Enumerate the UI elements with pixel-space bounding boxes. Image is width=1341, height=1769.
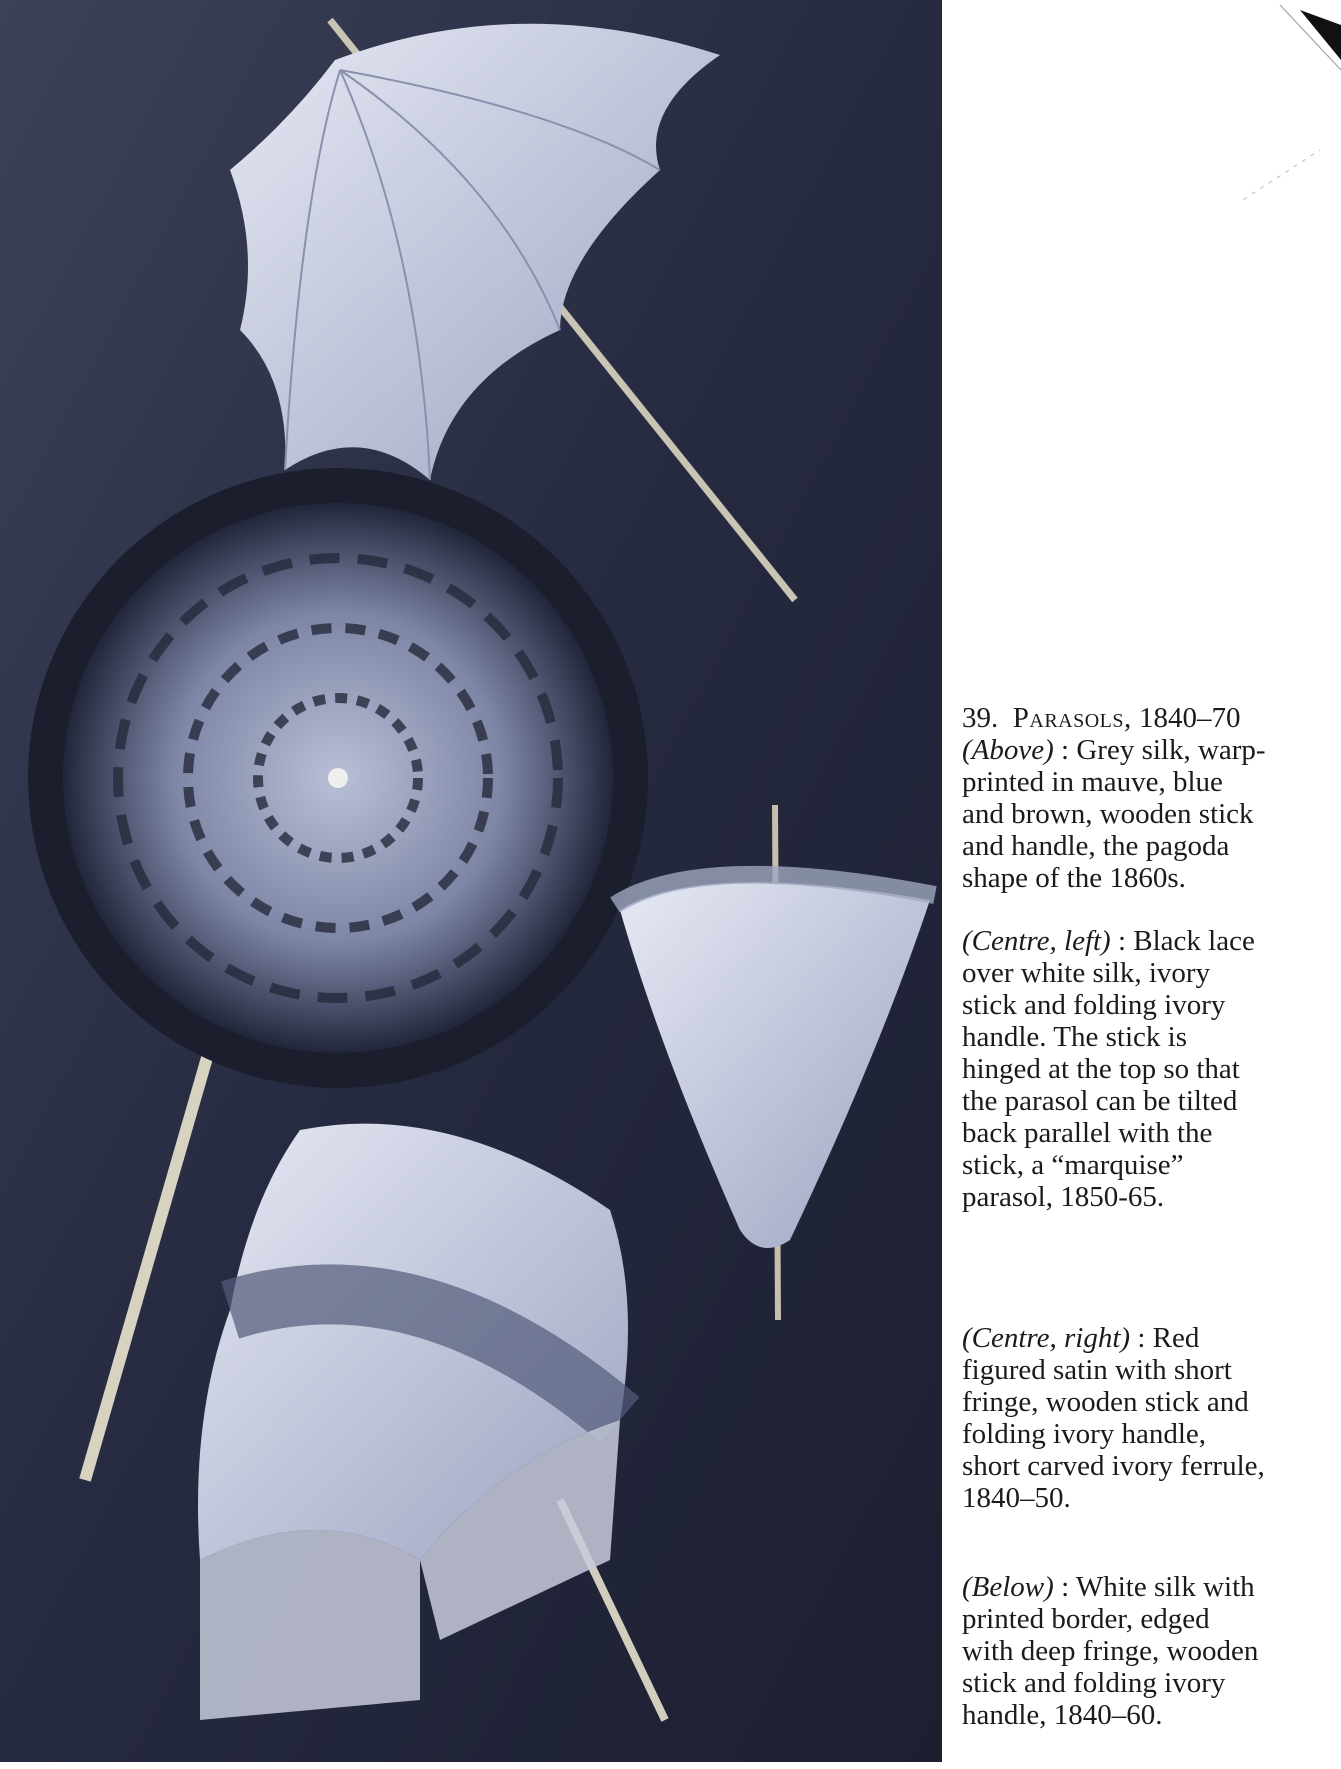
plate-number: 39. bbox=[962, 702, 999, 734]
caption-label: (Below) bbox=[962, 1571, 1054, 1603]
caption-heading: Parasols, bbox=[1012, 702, 1132, 734]
caption-text: Black lace over white silk, ivory stick and folding ivory handle. The stick is hinged at the top so that the parasol can be tilted back parallel with the stick, a “marquise” parasol, 1850-65. bbox=[962, 925, 1255, 1213]
caption-dates: 1840–70 bbox=[1139, 702, 1241, 734]
caption-separator: : bbox=[1130, 1322, 1153, 1354]
caption-above bbox=[962, 734, 1332, 894]
caption-below bbox=[962, 1571, 1332, 1731]
caption-label: (Centre, right) bbox=[962, 1322, 1131, 1354]
caption-text: White silk with printed border, edged with deep fringe, wooden stick and folding ivory handle, 1840–60. bbox=[962, 1571, 1259, 1731]
caption-separator: : bbox=[1053, 734, 1077, 766]
page-corner-mark bbox=[1150, 0, 1341, 200]
caption-label: (Above) bbox=[962, 734, 1054, 766]
caption-centre-right bbox=[962, 1322, 1332, 1514]
caption-centre-left bbox=[962, 925, 1332, 1213]
caption-text: Grey silk, warp- printed in mauve, blue and brown, wooden stick and handle, the pagoda shape of the 1860s. bbox=[962, 734, 1266, 894]
caption-title bbox=[962, 702, 1332, 734]
caption-text: Red figured satin with short fringe, wooden stick and folding ivory handle, short carved ivory ferrule, 1840–50. bbox=[962, 1322, 1265, 1514]
caption-label: (Centre, left) bbox=[962, 925, 1111, 957]
caption-separator: : bbox=[1053, 1571, 1076, 1603]
caption-separator: : bbox=[1110, 925, 1134, 957]
